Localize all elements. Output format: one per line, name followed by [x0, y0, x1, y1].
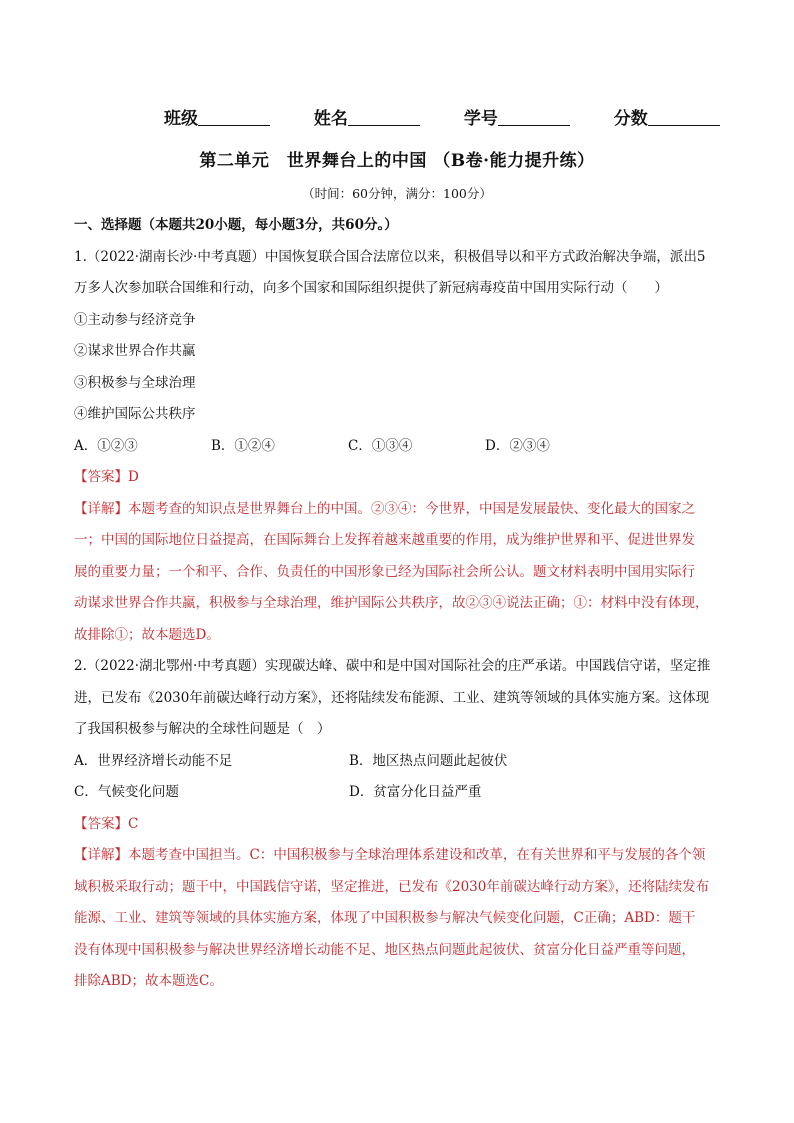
q1-explain-line: 故排除①；故本题选D。 [74, 626, 220, 643]
q2-stem-line: 2.（2022·湖北鄂州·中考真题）实现碳达峰、碳中和是中国对国际社会的庄严承诺。中国践信守诺，坚定推 [74, 658, 711, 674]
q2-explain-line: 能源、工业、建筑等领域的具体实施方案，体现了中国积极参与解决气候变化问题，C正确；ABD：题干 [74, 910, 696, 926]
q2-options-row-2 [74, 777, 724, 809]
id-label: 学号 [463, 109, 498, 129]
q2-options-row-1 [74, 746, 724, 778]
page-title: 第二单元 世界舞台上的中国 （B卷·能力提升练） [199, 151, 595, 171]
id-blank[interactable] [498, 107, 570, 126]
class-blank[interactable] [198, 107, 270, 126]
q2-option-d[interactable]: D．贫富分化日益严重 [349, 784, 482, 800]
class-label: 班级 [164, 109, 198, 129]
section-title: 一、选择题（本题共20小题，每小题3分，共60分。） [74, 217, 398, 233]
q1-explain-line: 动谋求世界合作共赢，积极参与全球治理，维护国际公共秩序，故②③④说法正确；①：材料中没有体现， [74, 595, 709, 611]
q2-stem-line: 了我国积极参与解决的全球性问题是（ ） [74, 721, 331, 737]
q2-option-a[interactable]: A．世界经济增长动能不足 [74, 752, 233, 769]
class-field [164, 104, 270, 129]
q1-option-c[interactable]: C．①③④ [348, 437, 413, 454]
q2-option-b[interactable]: B．地区热点问题此起彼伏 [349, 752, 508, 769]
exam-info: （时间：60分钟，满分：100分） [302, 186, 492, 201]
q2-answer: 【答案】C [74, 815, 139, 832]
q1-option-a[interactable]: A．①②③ [74, 437, 138, 454]
q1-stem-line: 万多人次参加联合国维和行动，向多个国家和国际组织提供了新冠病毒疫苗中国用实际行动（ ） [74, 280, 668, 296]
q1-item: ②谋求世界合作共赢 [74, 343, 196, 359]
id-field [464, 104, 570, 129]
q1-explain-line: 【详解】本题考查的知识点是世界舞台上的中国。②③④：今世界，中国是发展最快、变化最大的国家之 [74, 500, 695, 517]
q1-stem-line: 1.（2022·湖南长沙·中考真题）中国恢复联合国合法席位以来，积极倡导以和平方式政治解决争端，派出5 [74, 248, 706, 265]
name-field [314, 104, 420, 129]
q2-explain-line: 排除ABD；故本题选C。 [74, 973, 223, 989]
q1-item: ③积极参与全球治理 [74, 374, 196, 391]
name-blank[interactable] [348, 107, 420, 126]
question-content [74, 210, 724, 998]
name-label: 姓名 [313, 109, 348, 129]
q2-option-c[interactable]: C．气候变化问题 [74, 784, 179, 800]
score-label: 分数 [613, 109, 648, 129]
q2-stem-line: 进，已发布《2030年前碳达峰行动方案》，还将陆续发布能源、工业、建筑等领域的具体实施方案。这体现 [74, 689, 710, 706]
student-info-line [164, 104, 720, 129]
q1-item: ④维护国际公共秩序 [74, 406, 196, 422]
q1-item: ①主动参与经济竞争 [74, 311, 196, 328]
q1-explain-line: 展的重要力量；一个和平、合作、负责任的中国形象已经为国际社会所公认。题文材料表明中国用实际行 [74, 563, 695, 580]
score-blank[interactable] [648, 107, 720, 126]
q1-option-b[interactable]: B．①②④ [211, 437, 275, 454]
q2-explain-line: 没有体现中国积极参与解决世界经济增长动能不足、地区热点问题此起彼伏、贫富分化日益严重等问题， [74, 941, 695, 958]
q1-answer: 【答案】D [74, 469, 139, 485]
q1-explain-line: 一；中国的国际地位日益提高，在国际舞台上发挥着越来越重要的作用，成为维护世界和平、促进世界发 [74, 532, 695, 548]
q1-options [74, 431, 724, 463]
score-field [614, 104, 720, 129]
q2-explain-line: 【详解】本题考查中国担当。C：中国积极参与全球治理体系建设和改革，在有关世界和平与发展的各个领 [74, 847, 706, 863]
q2-explain-line: 域积极采取行动；题干中，中国践信守诺，坚定推进，已发布《2030年前碳达峰行动方案》，还将陆续发布 [74, 878, 710, 895]
q1-option-d[interactable]: D．②③④ [485, 437, 550, 454]
